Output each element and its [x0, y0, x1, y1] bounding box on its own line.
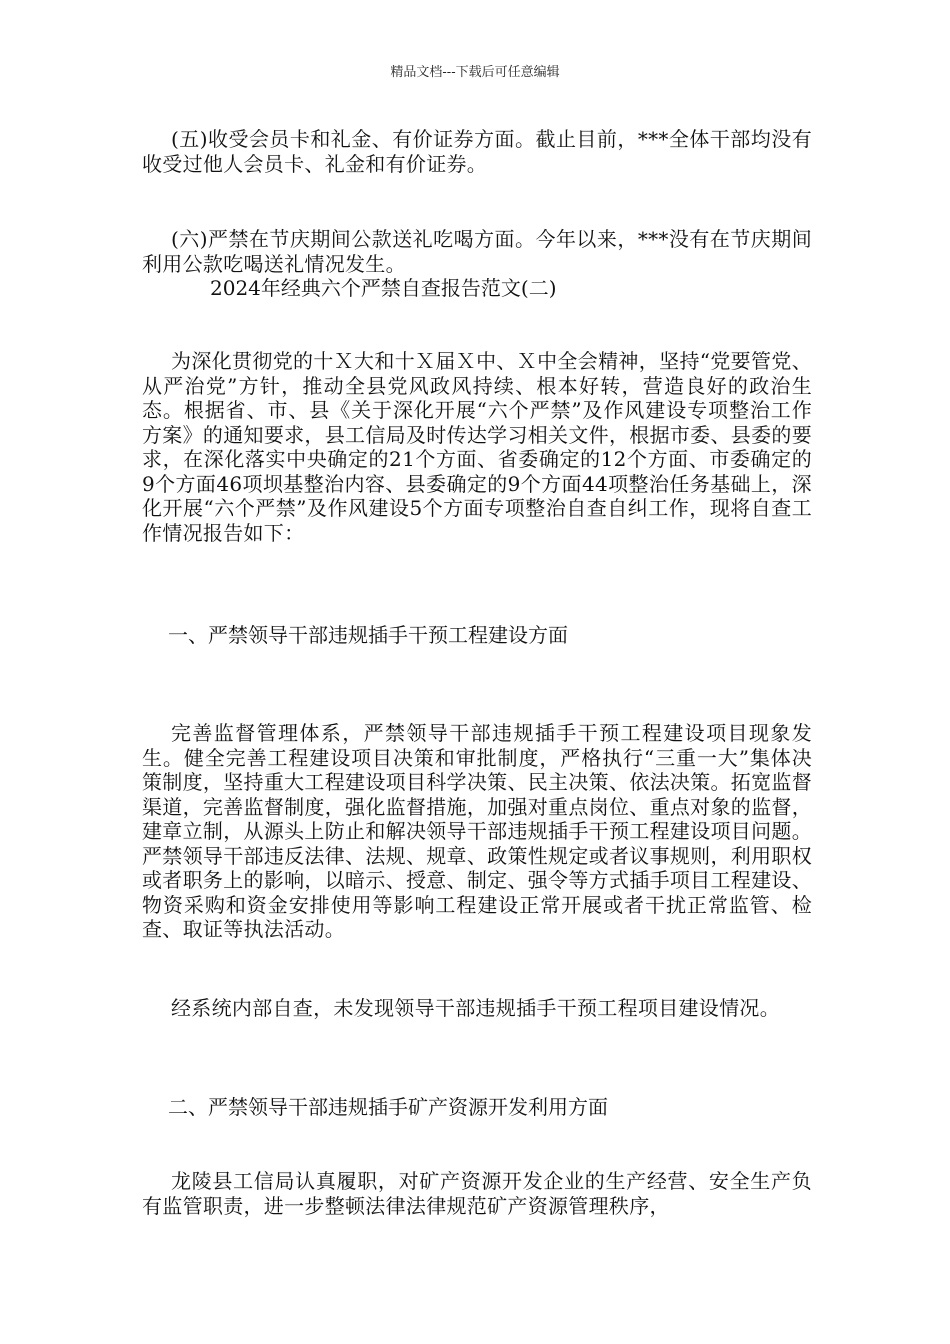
section-2-body: [142, 1169, 812, 1218]
section-1-result: [142, 996, 812, 1021]
paragraph-section-6: [142, 227, 812, 276]
paragraph-section-5: [142, 127, 812, 176]
section-heading-1: 一、严禁领导干部违规插手干预工程建设方面: [168, 623, 568, 647]
paragraph-text: (五)收受会员卡和礼金、有价证券方面。截止目前，***全体干部均没有收受过他人会员卡、礼金和有价证券。: [142, 127, 812, 176]
section-heading-2: 二、严禁领导干部违规插手矿产资源开发利用方面: [168, 1095, 608, 1119]
paragraph-text: 完善监督管理体系，严禁领导干部违规插手干预工程建设项目现象发生。健全完善工程建设项目决策和审批制度，严格执行“三重一大”集体决策制度，坚持重大工程建设项目科学决策、民主决策、依法决策。拓宽监督渠道，完善监督制度，强化监督措施，加强对重点岗位、重点对象的监督，建章立制，从源头上防止和解决领导干部违规插手干预工程建设项目问题。严禁领导干部违反法律、法规、规章、政策性规定或者议事规则，利用职权或者职务上的影响，以暗示、授意、制定、强令等方式插手项目工程建设、物资采购和资金安排使用等影响工程建设正常开展或者干扰正常监管、检查、取证等执法活动。: [142, 721, 812, 941]
paragraph-text: 经系统内部自查，未发现领导干部违规插手干预工程项目建设情况。: [171, 996, 780, 1020]
paragraph-text: 为深化贯彻党的十Ｘ大和十Ｘ届Ｘ中、Ｘ中全会精神，坚持“党要管党、从严治党”方针，推动全县党风政风持续、根本好转，营造良好的政治生态。根据省、市、县《关于深化开展“六个严禁”及作风建设专项整治工作方案》的通知要求，县工信局及时传达学习相关文件，根据市委、县委的要求，在深化落实中央确定的21个方面、省委确定的12个方面、市委确定的9个方面46项坝基整治内容、县委确定的9个方面44项整治任务基础上，深化开展“六个严禁”及作风建设5个方面专项整治自查自纠工作，现将自查工作情况报告如下：: [142, 349, 812, 545]
intro-paragraph: [142, 349, 812, 545]
paragraph-text: (六)严禁在节庆期间公款送礼吃喝方面。今年以来，***没有在节庆期间利用公款吃喝送礼情况发生。: [142, 227, 812, 276]
document-title: 2024年经典六个严禁自查报告范文(二): [210, 276, 557, 300]
page-header: 精品文档---下载后可任意编辑: [390, 65, 560, 80]
section-1-body: [142, 721, 812, 942]
paragraph-text: 龙陵县工信局认真履职，对矿产资源开发企业的生产经营、安全生产负有监管职责，进一步整顿法律法律规范矿产资源管理秩序，: [142, 1169, 812, 1218]
